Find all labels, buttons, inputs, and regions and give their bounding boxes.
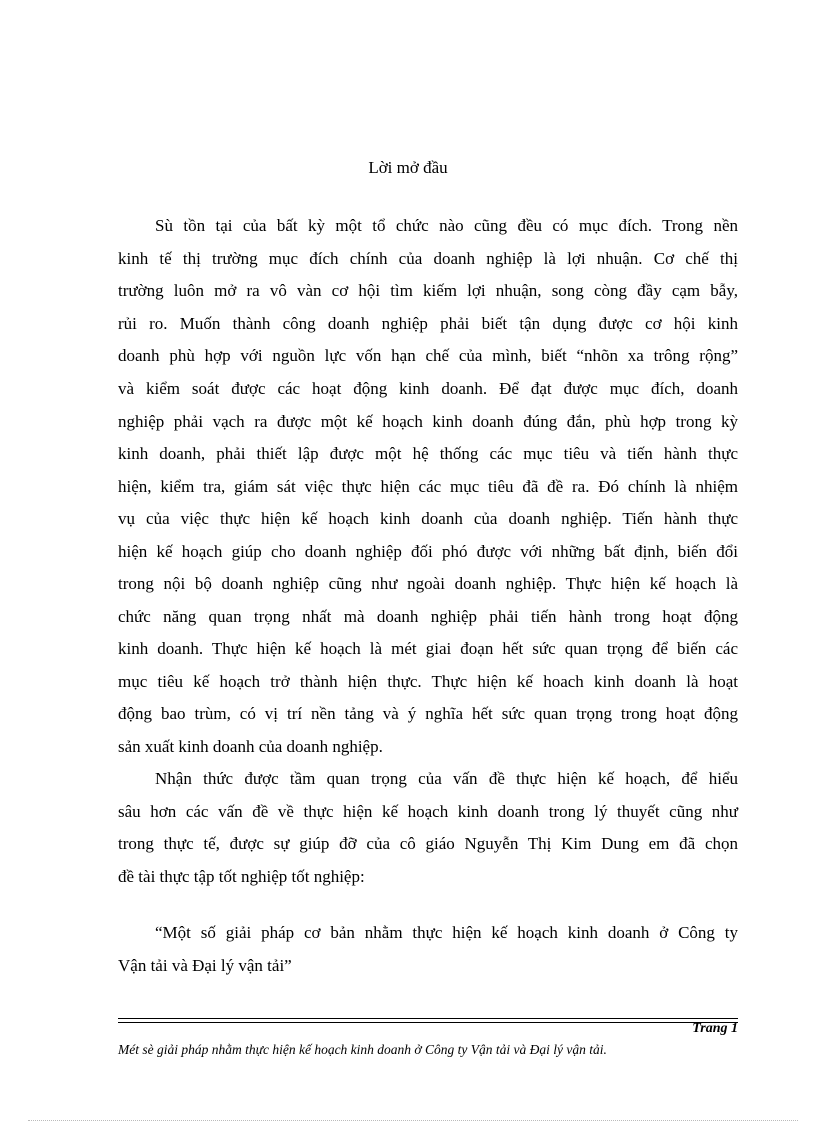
paragraph-line: Sù tồn tại của bất kỳ một tổ chức nào cũng đều có mục đích. Trong nền [155, 216, 738, 235]
paragraph-line: vụ của việc thực hiện kế hoạch kinh doanh của doanh nghiệp. Tiến hành thực [118, 509, 738, 528]
paragraph-line: nghiệp phải vạch ra được một kế hoạch kinh doanh đúng đắn, phù hợp trong kỳ [118, 412, 738, 431]
paragraph-line: chức năng quan trọng nhất mà doanh nghiệp phải tiến hành trong hoạt động [118, 607, 738, 626]
paragraph-line: rủi ro. Muốn thành công doanh nghiệp phải biết tận dụng được cơ hội kinh [118, 314, 738, 333]
paragraph-line: và kiểm soát được các hoạt động kinh doanh. Để đạt được mục đích, doanh [118, 379, 738, 398]
topic-line: Vận tải và Đại lý vận tải” [118, 956, 292, 975]
footer-page-number: Trang 1 [692, 1021, 738, 1036]
paragraph-line: trường luôn mở ra vô vàn cơ hội tìm kiếm lợi nhuận, song còng đầy cạm bẫy, [118, 281, 738, 300]
paragraph-line: động bao trùm, có vị trí nền tảng và ý nghĩa hết sức quan trọng trong hoạt động [118, 704, 738, 723]
footer-rule [118, 1018, 738, 1019]
paragraph-line: sâu hơn các vấn đề về thực hiện kế hoạch kinh doanh trong lý thuyết cũng như [118, 802, 738, 821]
footer-running-title: Mét sè giải pháp nhằm thực hiện kế hoạch kinh doanh ở Công ty Vận tải và Đại lý vận tải. [118, 1042, 607, 1057]
topic-line: “Một số giải pháp cơ bản nhằm thực hiện kế hoạch kinh doanh ở Công ty [155, 923, 738, 942]
paragraph-line: kinh doanh. Thực hiện kế hoạch là mét giai đoạn hết sức quan trọng để biến các [118, 639, 738, 658]
paragraph-line: hiện, kiểm tra, giám sát việc thực hiện các mục tiêu đã đề ra. Đó chính là nhiệm [118, 477, 738, 496]
paragraph-line: trong nội bộ doanh nghiệp cũng như ngoài doanh nghiệp. Thực hiện kế hoạch là [118, 574, 738, 593]
paragraph-line: hiện kế hoạch giúp cho doanh nghiệp đối phó được với những bất định, biến đổi [118, 542, 738, 561]
paragraph-line: mục tiêu kế hoạch trở thành hiện thực. Thực hiện kế hoach kinh doanh là hoạt [118, 672, 738, 691]
paragraph-line: doanh phù hợp với nguồn lực vốn hạn chế của mình, biết “nhõn xa trông rộng” [118, 346, 738, 365]
paragraph-line: sản xuất kinh doanh của doanh nghiệp. [118, 737, 383, 756]
page-title: Lời mở đầu [368, 158, 448, 177]
paragraph-line: kinh tế thị trường mục đích chính của doanh nghiệp là lợi nhuận. Cơ chế thị [118, 249, 738, 268]
page-bottom-edge [28, 1120, 798, 1121]
paragraph-line: đề tài thực tập tốt nghiệp tốt nghiệp: [118, 867, 365, 886]
paragraph-line: trong thực tế, được sự giúp đỡ của cô giáo Nguyễn Thị Kim Dung em đã chọn [118, 834, 738, 853]
paragraph-line: kinh doanh, phải thiết lập được một hệ thống các mục tiêu và tiến hành thực [118, 444, 738, 463]
paragraph-line: Nhận thức được tầm quan trọng của vấn đề thực hiện kế hoạch, để hiểu [155, 769, 738, 788]
